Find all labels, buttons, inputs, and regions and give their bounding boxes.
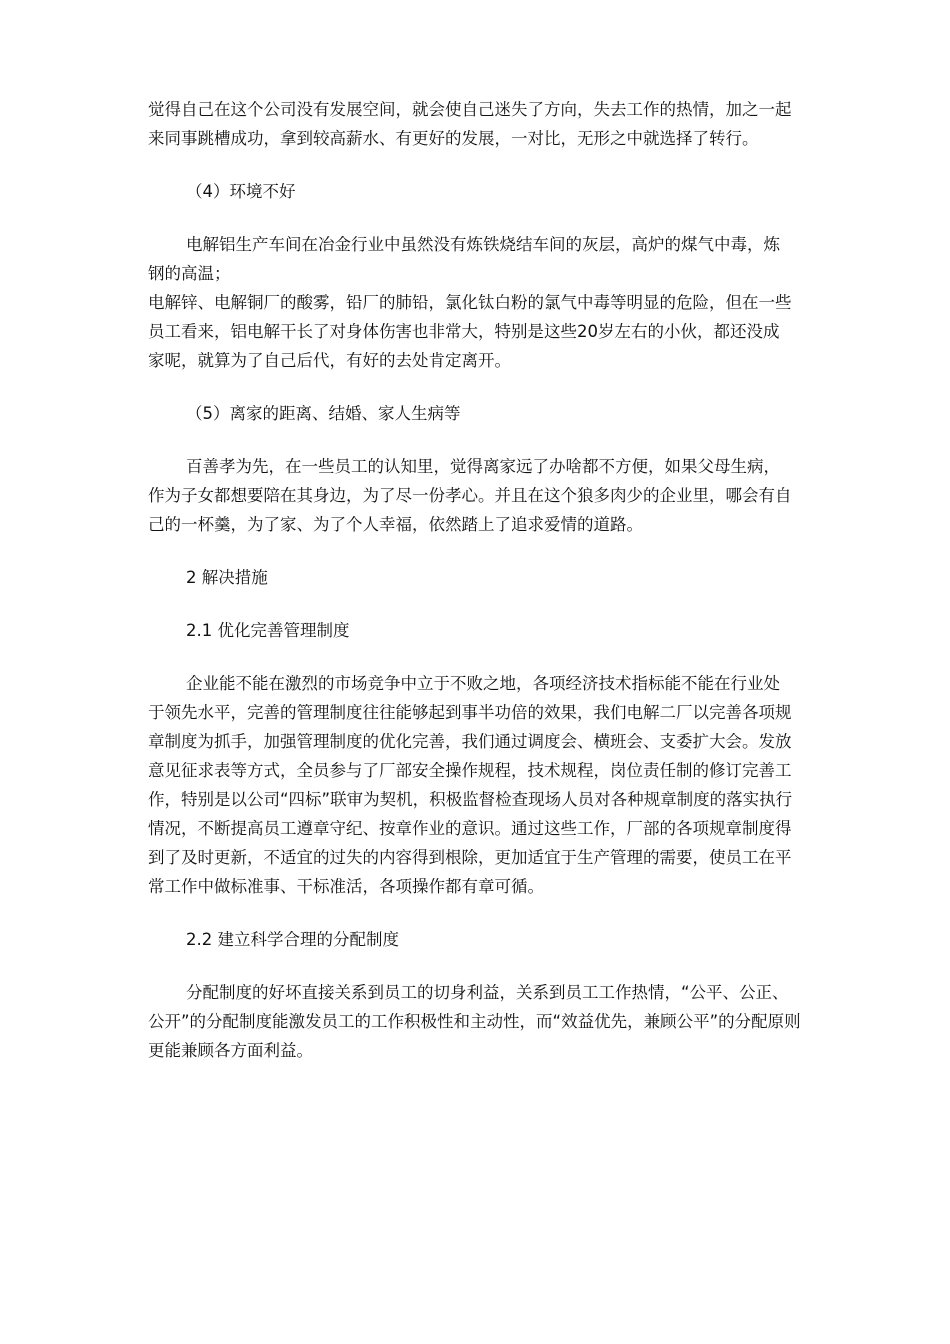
text-line: 百善孝为先，在一些员工的认知里，觉得离家远了办啥都不方便，如果父母生病， bbox=[186, 457, 780, 476]
text-line: 员工看来，铝电解干长了对身体伤害也非常大，特别是这些20岁左右的小伙，都还没成 bbox=[148, 322, 780, 341]
paragraph-management bbox=[148, 669, 813, 901]
text-line: 家呢，就算为了自己后代，有好的去处肯定离开。 bbox=[148, 351, 511, 370]
text-line: 到了及时更新，不适宜的过失的内容得到根除，更加适宜于生产管理的需要，使员工在平 bbox=[148, 848, 792, 867]
text-line: 觉得自己在这个公司没有发展空间，就会使自己迷失了方向，失去工作的热情，加之一起 bbox=[148, 100, 792, 119]
paragraph-family bbox=[148, 452, 813, 539]
text-line: 企业能不能在激烈的市场竞争中立于不败之地，各项经济技术指标能不能在行业处 bbox=[186, 674, 780, 693]
text-line: 常工作中做标准事、干标准活，各项操作都有章可循。 bbox=[148, 877, 544, 896]
text-line: 己的一杯羹，为了家、为了个人幸福，依然踏上了追求爱情的道路。 bbox=[148, 515, 643, 534]
text-line: 作为子女都想要陪在其身边，为了尽一份孝心。并且在这个狼多肉少的企业里，哪会有自 bbox=[148, 486, 792, 505]
text-line: 电解锌、电解铜厂的酸雾，铅厂的肺铅，氯化钛白粉的氯气中毒等明显的危险，但在一些 bbox=[148, 293, 792, 312]
text-line: 意见征求表等方式，全员参与了厂部安全操作规程，技术规程，岗位责任制的修订完善工 bbox=[148, 761, 792, 780]
paragraph-distribution bbox=[148, 978, 813, 1065]
text-line: 来同事跳槽成功，拿到较高薪水、有更好的发展，一对比，无形之中就选择了转行。 bbox=[148, 129, 759, 148]
text-line: 电解铝生产车间在冶金行业中虽然没有炼铁烧结车间的灰层，高炉的煤气中毒，炼 bbox=[186, 235, 780, 254]
section-heading-4: （4）环境不好 bbox=[186, 182, 296, 201]
text-line: 于领先水平，完善的管理制度往往能够起到事半功倍的效果，我们电解二厂以完善各项规 bbox=[148, 703, 792, 722]
text-line: 更能兼顾各方面利益。 bbox=[148, 1041, 313, 1060]
document-page bbox=[148, 95, 813, 1065]
section-heading-2: 2 解决措施 bbox=[186, 568, 268, 587]
section-heading-5: （5）离家的距离、结婚、家人生病等 bbox=[186, 404, 461, 423]
paragraph-environment bbox=[148, 230, 813, 375]
text-line: 章制度为抓手，加强管理制度的优化完善，我们通过调度会、横班会、支委扩大会。发放 bbox=[148, 732, 792, 751]
section-heading-2-2: 2.2 建立科学合理的分配制度 bbox=[186, 930, 399, 949]
text-line: 作，特别是以公司“四标”联审为契机，积极监督检查现场人员对各种规章制度的落实执行 bbox=[148, 790, 793, 809]
section-heading-2-1: 2.1 优化完善管理制度 bbox=[186, 621, 350, 640]
text-line: 公开”的分配制度能激发员工的工作积极性和主动性，而“效益优先，兼顾公平”的分配原则 bbox=[148, 1012, 801, 1031]
text-line: 分配制度的好坏直接关系到员工的切身利益，关系到员工工作热情，“公平、公正、 bbox=[186, 983, 789, 1002]
text-line: 钢的高温； bbox=[148, 264, 231, 283]
paragraph-continuation bbox=[148, 95, 813, 153]
text-line: 情况，不断提高员工遵章守纪、按章作业的意识。通过这些工作，厂部的各项规章制度得 bbox=[148, 819, 792, 838]
